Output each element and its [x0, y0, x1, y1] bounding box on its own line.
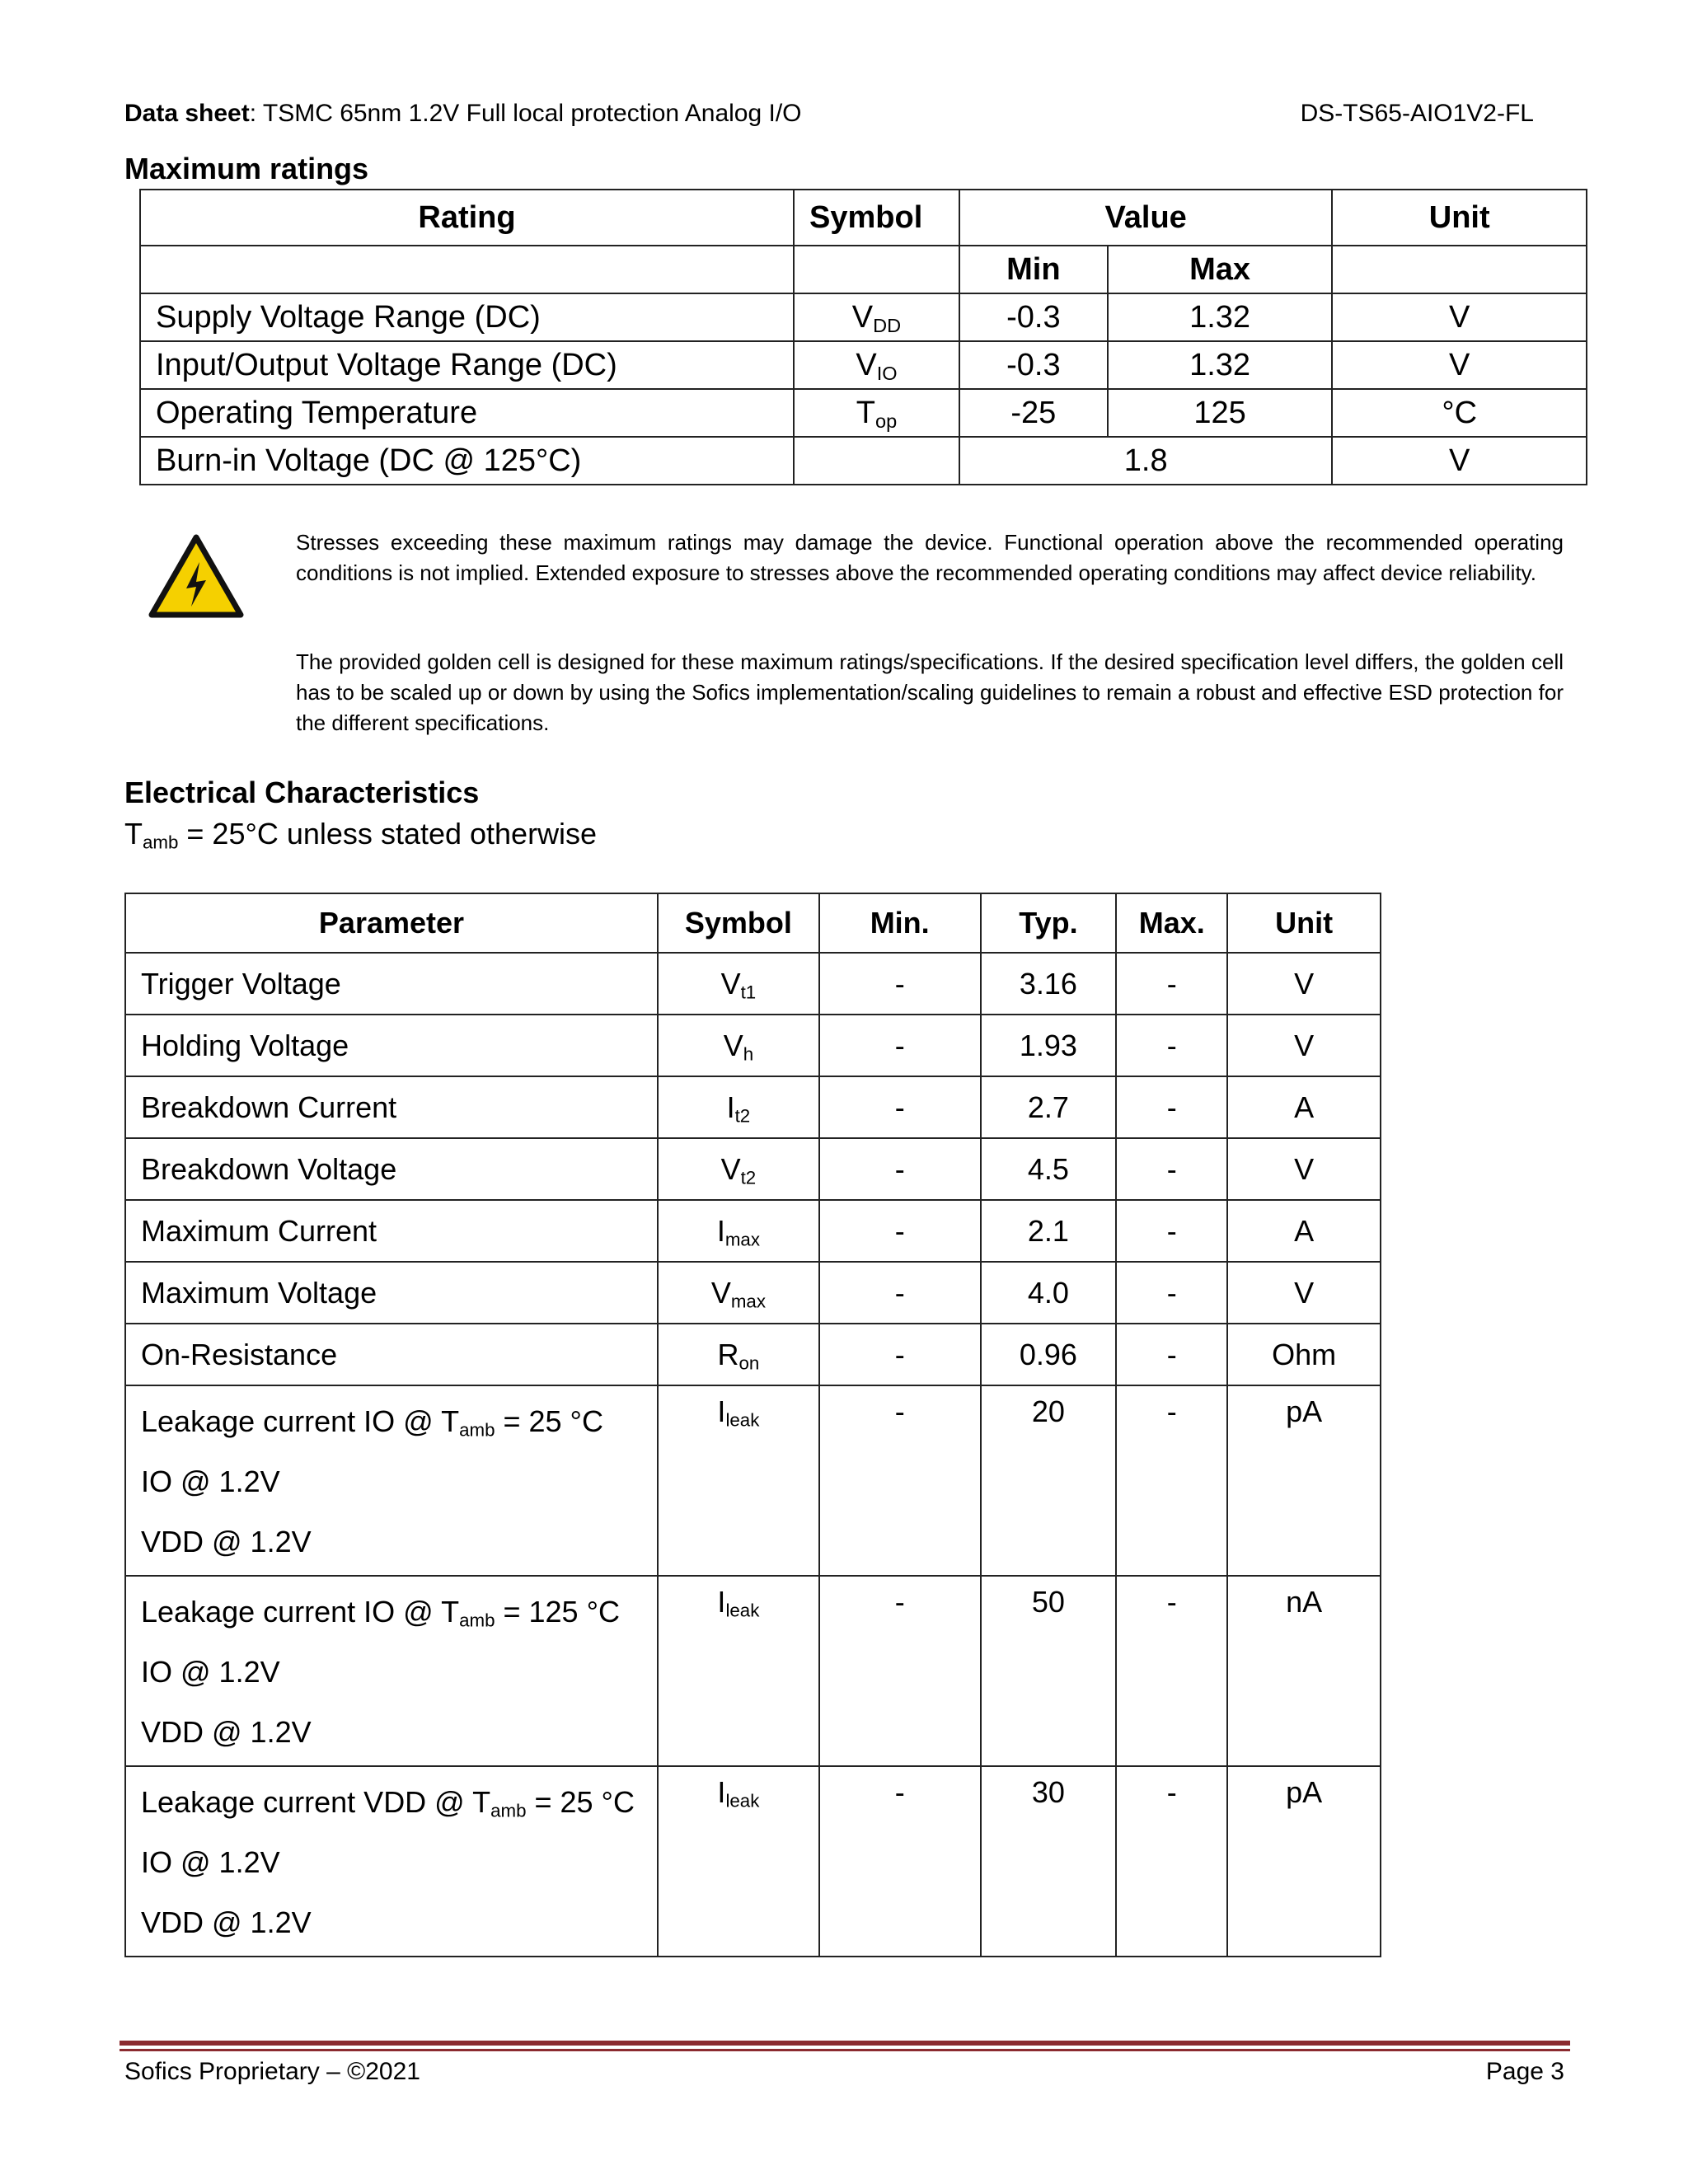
- empty-cell: [1332, 246, 1587, 293]
- unit-cell: V: [1227, 1138, 1381, 1200]
- footer-copyright: Sofics Proprietary – ©2021: [124, 2058, 420, 2085]
- max-cell: 125: [1108, 389, 1333, 437]
- warning-paragraph-2: The provided golden cell is designed for these maximum ratings/specifications. If the desired specification level differs, the golden cell has to be scaled up or down by using the Sofics implementation/scaling guidelines to remain a robust and effective ESD protection for the different specifications.: [296, 649, 1564, 735]
- max-cell: 1.32: [1108, 341, 1333, 389]
- tamb-condition: $T_{amb} = 25^\circ C$ unless stated otherwise: [124, 817, 598, 853]
- col-header-symbol: Symbol: [658, 893, 819, 953]
- max-cell: -: [1116, 1766, 1227, 1957]
- min-cell: -0.3: [959, 293, 1108, 341]
- symbol-cell: $I_{leak}$: [658, 1576, 819, 1766]
- leak-io-line: IO @ 1.2V: [141, 1465, 280, 1498]
- page-number: Page 3: [1485, 2058, 1564, 2085]
- symbol-cell: $R_{on}$: [658, 1324, 819, 1385]
- col-header-min: Min.: [819, 893, 981, 953]
- col-header-value: Value: [959, 190, 1332, 246]
- unit-cell: A: [1227, 1200, 1381, 1262]
- min-cell: -: [819, 1262, 981, 1324]
- table-row: [140, 293, 1587, 341]
- min-cell: -: [819, 953, 981, 1015]
- unit-cell: pA: [1227, 1766, 1381, 1957]
- leak-condition-line: Leakage current IO @ $T_{amb} = 125$ °C: [141, 1595, 620, 1631]
- footer-rule: [120, 2041, 1570, 2046]
- leak-io-line: IO @ 1.2V: [141, 1845, 280, 1879]
- min-cell: -: [819, 1576, 981, 1766]
- max-cell: -: [1116, 1015, 1227, 1076]
- table-row: [125, 1262, 1381, 1324]
- typ-cell: 2.7: [981, 1076, 1117, 1138]
- max-cell: -: [1116, 1200, 1227, 1262]
- min-cell: -: [819, 1766, 981, 1957]
- empty-cell: [140, 246, 794, 293]
- table-row: [125, 1766, 1381, 1957]
- empty-cell: [794, 246, 959, 293]
- unit-cell: V: [1227, 1262, 1381, 1324]
- col-header-typ: Typ.: [981, 893, 1117, 953]
- max-cell: -: [1116, 1262, 1227, 1324]
- min-cell: -: [819, 1076, 981, 1138]
- header-title: : TSMC 65nm 1.2V Full local protection Analog I/O: [249, 100, 802, 127]
- unit-cell: °C: [1332, 389, 1587, 437]
- max-cell: -: [1116, 1385, 1227, 1576]
- col-header-min: Min: [959, 246, 1108, 293]
- parameter-cell: On-Resistance: [125, 1324, 658, 1385]
- table-header-row: [125, 893, 1381, 953]
- table-row: [125, 1200, 1381, 1262]
- table-row: [125, 953, 1381, 1015]
- document-header: [124, 97, 802, 130]
- col-header-unit: Unit: [1332, 190, 1587, 246]
- electrical-table: [124, 893, 1381, 1957]
- col-header-symbol: Symbol: [794, 190, 959, 246]
- unit-cell: Ohm: [1227, 1324, 1381, 1385]
- min-cell: -: [819, 1385, 981, 1576]
- parameter-cell: [125, 1766, 658, 1957]
- col-header-parameter: Parameter: [125, 893, 658, 953]
- symbol-cell: $V_{IO}$: [794, 341, 959, 389]
- table-row: [125, 1076, 1381, 1138]
- table-subheader-row: [140, 246, 1587, 293]
- electrical-title: Electrical Characteristics: [124, 776, 480, 809]
- max-cell: -: [1116, 1576, 1227, 1766]
- leak-vdd-line: VDD @ 1.2V: [141, 1715, 312, 1749]
- max-cell: -: [1116, 1324, 1227, 1385]
- parameter-cell: Breakdown Current: [125, 1076, 658, 1138]
- symbol-cell: $V_{t2}$: [658, 1138, 819, 1200]
- symbol-cell: $V_{DD}$: [794, 293, 959, 341]
- unit-cell: V: [1227, 953, 1381, 1015]
- typ-cell: 30: [981, 1766, 1117, 1957]
- parameter-cell: Holding Voltage: [125, 1015, 658, 1076]
- max-cell: -: [1116, 1076, 1227, 1138]
- parameter-cell: Trigger Voltage: [125, 953, 658, 1015]
- rating-cell: Operating Temperature: [140, 389, 794, 437]
- max-cell: -: [1116, 953, 1227, 1015]
- unit-cell: nA: [1227, 1576, 1381, 1766]
- parameter-cell: Maximum Voltage: [125, 1262, 658, 1324]
- document-id: DS-TS65-AIO1V2-FL: [1300, 100, 1534, 127]
- min-cell: -0.3: [959, 341, 1108, 389]
- table-row: [140, 437, 1587, 485]
- max-cell: 1.32: [1108, 293, 1333, 341]
- max-ratings-table: [139, 189, 1587, 485]
- leak-io-line: IO @ 1.2V: [141, 1655, 280, 1689]
- typ-cell: 20: [981, 1385, 1117, 1576]
- typ-cell: 0.96: [981, 1324, 1117, 1385]
- typ-cell: 1.93: [981, 1015, 1117, 1076]
- rating-cell: Burn-in Voltage (DC @ 125°C): [140, 437, 794, 485]
- min-cell: -: [819, 1015, 981, 1076]
- footer-rule: [120, 2049, 1570, 2051]
- leak-vdd-line: VDD @ 1.2V: [141, 1525, 312, 1558]
- symbol-cell: $I_{t2}$: [658, 1076, 819, 1138]
- max-ratings-title: Maximum ratings: [124, 152, 369, 185]
- col-header-max: Max: [1108, 246, 1333, 293]
- min-cell: -: [819, 1138, 981, 1200]
- unit-cell: V: [1227, 1015, 1381, 1076]
- col-header-unit: Unit: [1227, 893, 1381, 953]
- symbol-cell: $I_{leak}$: [658, 1385, 819, 1576]
- min-cell: -: [819, 1200, 981, 1262]
- symbol-cell: $I_{max}$: [658, 1200, 819, 1262]
- header-label: Data sheet: [124, 100, 250, 127]
- table-row: [140, 341, 1587, 389]
- table-header-row: [140, 190, 1587, 246]
- symbol-cell: $T_{op}$: [794, 389, 959, 437]
- symbol-cell: $V_{max}$: [658, 1262, 819, 1324]
- typ-cell: 4.0: [981, 1262, 1117, 1324]
- parameter-cell: [125, 1385, 658, 1576]
- symbol-cell: $V_h$: [658, 1015, 819, 1076]
- col-header-max: Max.: [1116, 893, 1227, 953]
- leak-condition-line: Leakage current VDD @ $T_{amb} = 25$ °C: [141, 1785, 635, 1821]
- table-row: [125, 1324, 1381, 1385]
- symbol-cell: [794, 437, 959, 485]
- rating-cell: Input/Output Voltage Range (DC): [140, 341, 794, 389]
- table-row: [125, 1015, 1381, 1076]
- table-row: [140, 389, 1587, 437]
- parameter-cell: Maximum Current: [125, 1200, 658, 1262]
- unit-cell: pA: [1227, 1385, 1381, 1576]
- symbol-cell: $V_{t1}$: [658, 953, 819, 1015]
- col-header-rating: Rating: [140, 190, 794, 246]
- unit-cell: V: [1332, 293, 1587, 341]
- table-row: [125, 1576, 1381, 1766]
- unit-cell: V: [1332, 341, 1587, 389]
- min-cell: -: [819, 1324, 981, 1385]
- symbol-cell: $I_{leak}$: [658, 1766, 819, 1957]
- high-voltage-warning-icon: [148, 534, 244, 620]
- unit-cell: A: [1227, 1076, 1381, 1138]
- typ-cell: 4.5: [981, 1138, 1117, 1200]
- table-row: [125, 1385, 1381, 1576]
- leak-vdd-line: VDD @ 1.2V: [141, 1905, 312, 1939]
- min-cell: -25: [959, 389, 1108, 437]
- leak-condition-line: Leakage current IO @ $T_{amb} = 25$ °C: [141, 1404, 603, 1441]
- rating-cell: Supply Voltage Range (DC): [140, 293, 794, 341]
- unit-cell: V: [1332, 437, 1587, 485]
- parameter-cell: [125, 1576, 658, 1766]
- typ-cell: 50: [981, 1576, 1117, 1766]
- value-cell: 1.8: [959, 437, 1332, 485]
- max-cell: -: [1116, 1138, 1227, 1200]
- table-row: [125, 1138, 1381, 1200]
- typ-cell: 2.1: [981, 1200, 1117, 1262]
- parameter-cell: Breakdown Voltage: [125, 1138, 658, 1200]
- typ-cell: 3.16: [981, 953, 1117, 1015]
- warning-paragraph-1: Stresses exceeding these maximum ratings may damage the device. Functional operation above the recommended operating conditions is not implied. Extended exposure to stresses above the recommended operating conditions may affect device reliability.: [296, 530, 1564, 585]
